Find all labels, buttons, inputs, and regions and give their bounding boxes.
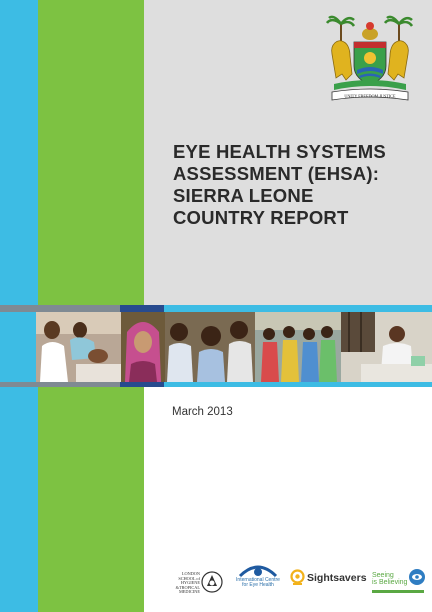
title-line-1: EYE HEALTH SYSTEMS — [173, 141, 386, 162]
photo-clinic-worker-at-desk — [341, 312, 432, 382]
crest-motto: UNITY FREEDOM JUSTICE — [344, 93, 396, 99]
sib-underline — [372, 590, 424, 593]
icoeh-line-1: International Centre — [236, 577, 280, 583]
lshtm-line-2: SCHOOL of — [178, 575, 200, 581]
sib-text — [372, 572, 412, 587]
lion-left-icon — [332, 41, 352, 80]
sightsavers-label: Sightsavers — [307, 572, 367, 584]
sightsavers-figure-icon — [290, 569, 305, 587]
title-line-3: SIERRA LEONE — [173, 185, 314, 206]
lshtm-crest-icon — [201, 570, 223, 594]
icoeh-logo — [230, 560, 286, 600]
lshtm-line-3: HYGIENE — [180, 580, 200, 586]
strip-top-navy — [120, 305, 164, 312]
strip-top-cyan — [164, 305, 432, 312]
sib-line-2: is Believing — [372, 579, 408, 587]
strip-bottom-cyan — [164, 382, 432, 387]
title-line-4: COUNTRY REPORT — [173, 207, 349, 228]
lion-right-icon — [388, 41, 408, 80]
partner-logos — [164, 560, 426, 600]
lshtm-line-1: LONDON — [181, 571, 200, 576]
photo-health-worker-with-child — [36, 312, 121, 382]
publication-date: March 2013 — [172, 406, 233, 418]
photo-women-group — [255, 312, 341, 382]
title-line-2: ASSESSMENT (EHSA): — [173, 163, 380, 184]
lshtm-line-5: MEDICINE — [178, 589, 200, 595]
icoeh-text — [230, 578, 286, 589]
seeing-is-believing-logo — [372, 560, 426, 600]
strip-bottom-navy — [120, 382, 164, 387]
report-title — [173, 141, 423, 229]
icoeh-line-2: for Eye Health — [242, 582, 274, 589]
strip-bottom-grey — [0, 382, 120, 387]
photo-band — [36, 312, 432, 382]
sightsavers-logo — [290, 560, 370, 600]
lshtm-logo — [164, 560, 224, 600]
coat-of-arms-icon — [324, 14, 416, 106]
eye-arc-icon — [238, 562, 278, 578]
sib-line-1: Seeing — [372, 572, 394, 579]
lshtm-text — [164, 572, 200, 595]
lshtm-line-4: &TROPICAL — [175, 584, 200, 590]
eye-circle-icon — [408, 568, 426, 586]
photo-schoolchildren — [165, 312, 255, 382]
strip-top-grey — [0, 305, 120, 312]
photo-woman-in-headscarf — [121, 312, 165, 382]
